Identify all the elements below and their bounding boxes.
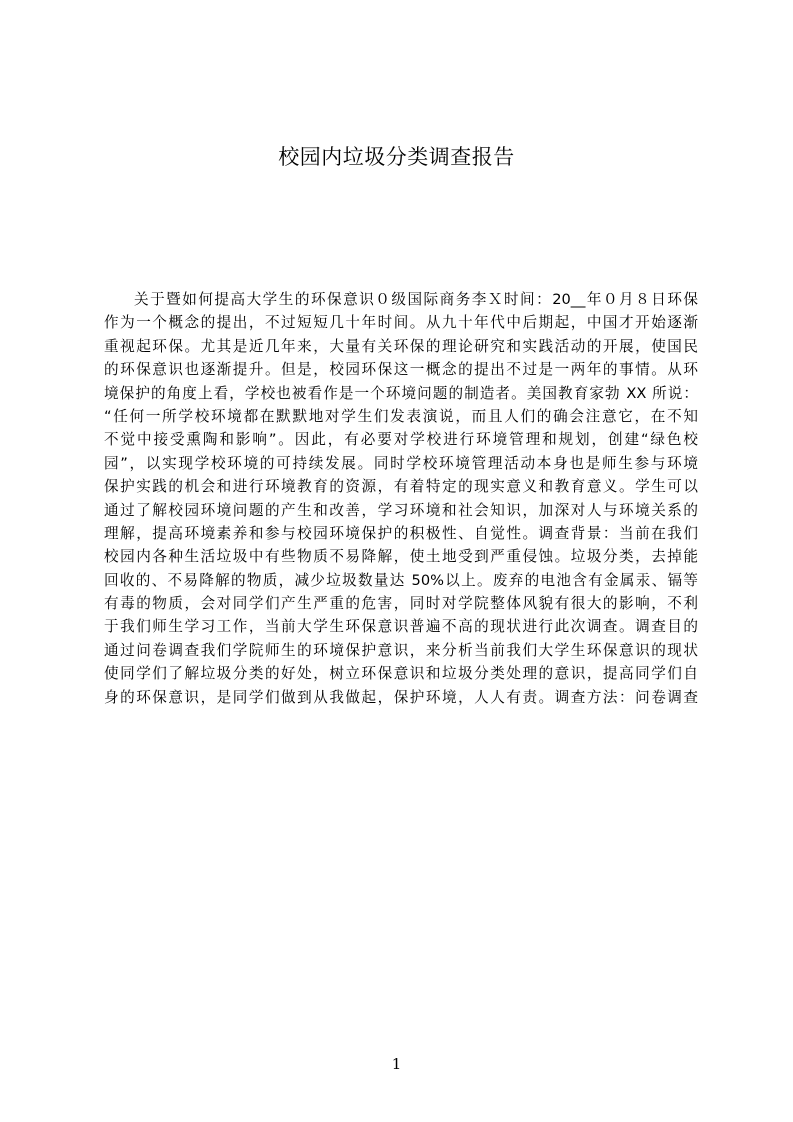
text-line: “任何一所学校环境都在默默地对学生们发表演说，而且人们的确会注意它，在不知 — [104, 407, 698, 425]
text-line: 通过问卷调查我们学院师生的环境保护意识，来分析当前我们大学生环保意识的现状 — [104, 641, 698, 659]
text-line: 身的环保意识，是同学们做到从我做起，保护环境，人人有责。调查方法：问卷调查 — [104, 688, 698, 706]
text-line: 作为一个概念的提出，不过短短几十年时间。从九十年代中后期起，中国才开始逐渐 — [104, 314, 698, 332]
document-title: 校园内垃圾分类调查报告 — [278, 145, 515, 169]
text-line: 不觉中接受熏陶和影响”。因此，有必要对学校进行环境管理和规划，创建“绿色校 — [104, 431, 698, 449]
text-line: 于我们师生学习工作，当前大学生环保意识普遍不高的现状进行此次调查。调查目的 — [104, 618, 698, 636]
text-line: 理解，提高环境素养和参与校园环境保护的积极性、自觉性。调查背景：当前在我们 — [104, 524, 698, 542]
text-line: 通过了解校园环境问题的产生和改善，学习环境和社会知识，加深对人与环境关系的 — [104, 501, 698, 519]
text-line: 有毒的物质，会对同学们产生严重的危害，同时对学院整体风貌有很大的影响，不利 — [104, 595, 698, 613]
page-number: 1 — [391, 1055, 402, 1073]
text-line: 重视起环保。尤其是近几年来，大量有关环保的理论研究和实践活动的开展，使国民 — [104, 337, 698, 355]
text-line: 回收的、不易降解的物质，减少垃圾数量达 50%以上。废弃的电池含有金属汞、镉等 — [104, 571, 698, 589]
text-line: 使同学们了解垃圾分类的好处，树立环保意识和垃圾分类处理的意识，提高同学们自 — [104, 665, 698, 683]
text-line: 境保护的角度上看，学校也被看作是一个环境问题的制造者。美国教育家勃 XX 所说： — [104, 384, 698, 402]
text-line: 园”，以实现学校环境的可持续发展。同时学校环境管理活动本身也是师生参与环境 — [104, 454, 698, 472]
text-line: 关于暨如何提高大学生的环保意识０级国际商务李Ｘ时间：20__年０月８日环保 — [134, 291, 698, 308]
text-line: 的环保意识也逐渐提升。但是，校园环保这一概念的提出不过是一两年的事情。从环 — [104, 361, 698, 379]
body-paragraph — [104, 288, 698, 709]
text-line: 保护实践的机会和进行环境教育的资源，有着特定的现实意义和教育意义。学生可以 — [104, 478, 698, 496]
text-line: 校园内各种生活垃圾中有些物质不易降解，使土地受到严重侵蚀。垃圾分类，去掉能 — [104, 548, 698, 566]
